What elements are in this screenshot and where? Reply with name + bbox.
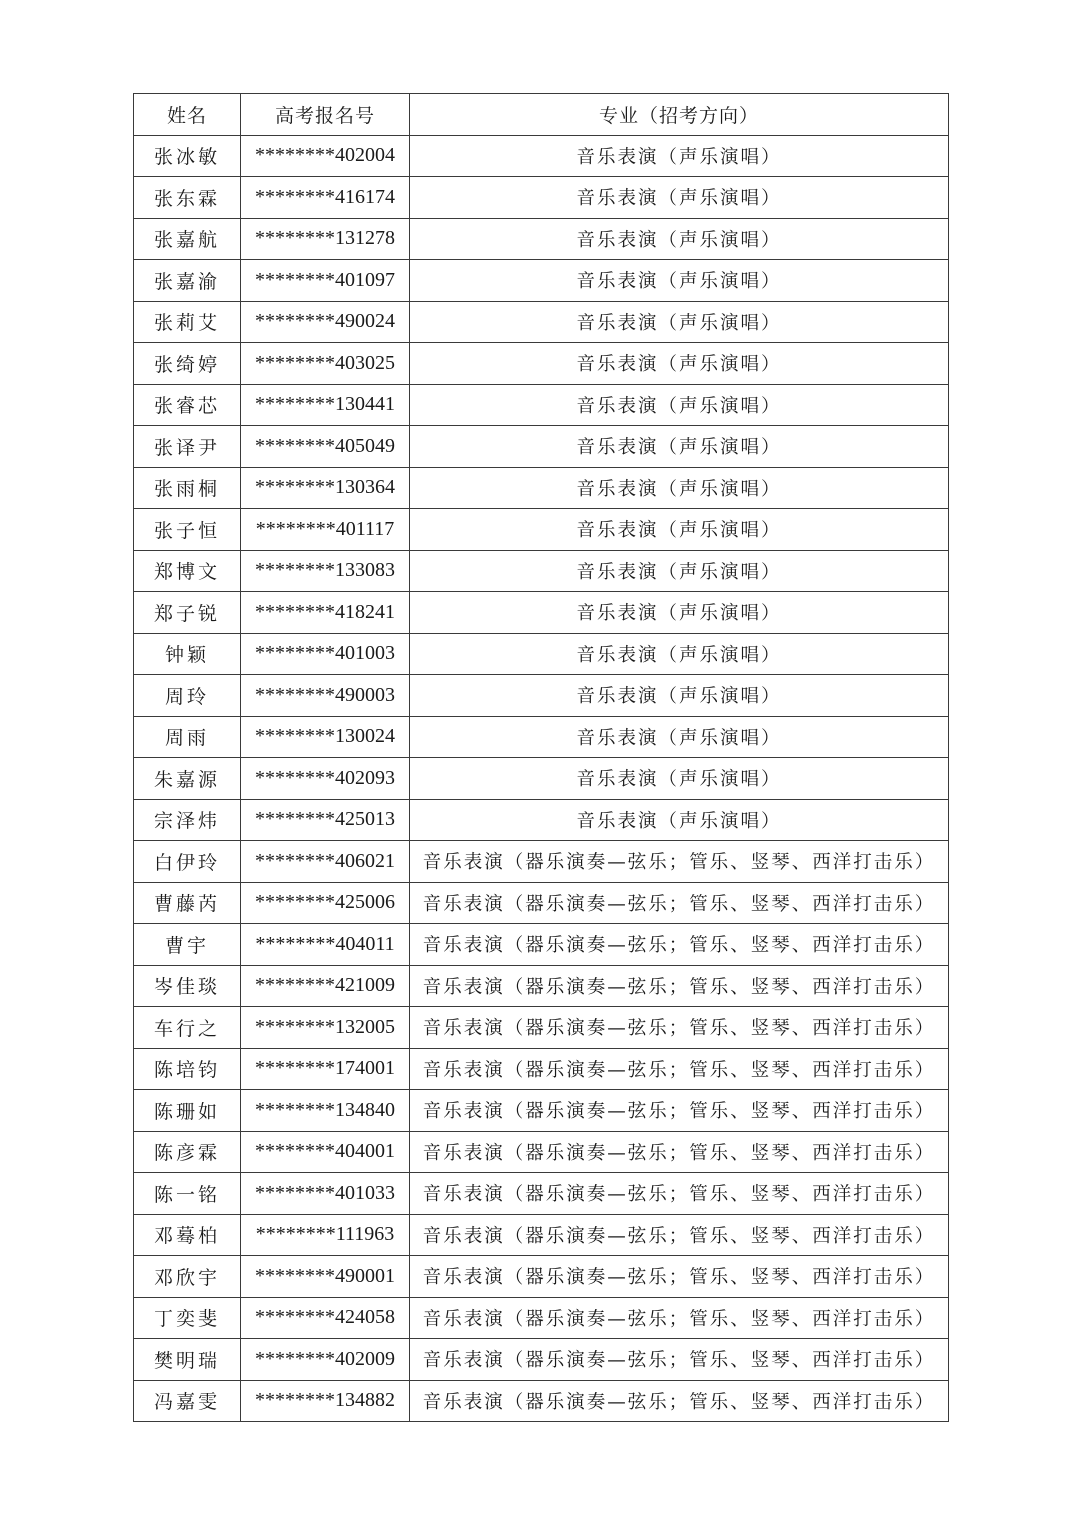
exam-id-cell: ********401003 — [241, 633, 410, 675]
table-row — [134, 965, 949, 1007]
student-name-cell: 张雨桐 — [134, 467, 241, 509]
major-cell: 音乐表演（器乐演奏—弦乐；管乐、竖琴、西洋打击乐） — [410, 965, 949, 1007]
exam-id-cell: ********418241 — [241, 592, 410, 634]
student-name-cell: 钟颖 — [134, 633, 241, 675]
student-name-cell: 丁奕斐 — [134, 1297, 241, 1339]
major-cell: 音乐表演（器乐演奏—弦乐；管乐、竖琴、西洋打击乐） — [410, 1297, 949, 1339]
student-name-cell: 张冰敏 — [134, 135, 241, 177]
student-name-cell: 张嘉航 — [134, 218, 241, 260]
exam-id-cell: ********401117 — [241, 509, 410, 551]
major-cell: 音乐表演（声乐演唱） — [410, 633, 949, 675]
major-cell: 音乐表演（声乐演唱） — [410, 384, 949, 426]
exam-id-cell: ********174001 — [241, 1048, 410, 1090]
major-cell: 音乐表演（声乐演唱） — [410, 509, 949, 551]
major-cell: 音乐表演（声乐演唱） — [410, 426, 949, 468]
table-row — [134, 1380, 949, 1422]
table-row — [134, 675, 949, 717]
major-cell: 音乐表演（声乐演唱） — [410, 467, 949, 509]
exam-id-cell: ********131278 — [241, 218, 410, 260]
exam-id-cell: ********490024 — [241, 301, 410, 343]
exam-id-cell: ********421009 — [241, 965, 410, 1007]
table-row — [134, 592, 949, 634]
student-name-cell: 张睿芯 — [134, 384, 241, 426]
student-name-cell: 陈培钧 — [134, 1048, 241, 1090]
major-cell: 音乐表演（器乐演奏—弦乐；管乐、竖琴、西洋打击乐） — [410, 1339, 949, 1381]
student-name-cell: 曹宇 — [134, 924, 241, 966]
exam-id-cell: ********402009 — [241, 1339, 410, 1381]
table-row — [134, 1090, 949, 1132]
major-cell: 音乐表演（器乐演奏—弦乐；管乐、竖琴、西洋打击乐） — [410, 1256, 949, 1298]
exam-id-cell: ********134840 — [241, 1090, 410, 1132]
table-row — [134, 135, 949, 177]
exam-id-cell: ********424058 — [241, 1297, 410, 1339]
major-cell: 音乐表演（器乐演奏—弦乐；管乐、竖琴、西洋打击乐） — [410, 1173, 949, 1215]
exam-id-cell: ********134882 — [241, 1380, 410, 1422]
table-row — [134, 1339, 949, 1381]
major-cell: 音乐表演（声乐演唱） — [410, 343, 949, 385]
student-name-cell: 张莉艾 — [134, 301, 241, 343]
table-body — [134, 135, 949, 1422]
student-name-cell: 张绮婷 — [134, 343, 241, 385]
student-name-cell: 周雨 — [134, 716, 241, 758]
student-name-cell: 张东霖 — [134, 177, 241, 219]
admission-list-sheet — [133, 93, 948, 1422]
major-cell: 音乐表演（声乐演唱） — [410, 260, 949, 302]
major-cell: 音乐表演（声乐演唱） — [410, 218, 949, 260]
student-name-cell: 邓蓦柏 — [134, 1214, 241, 1256]
table-row — [134, 426, 949, 468]
major-cell: 音乐表演（器乐演奏—弦乐；管乐、竖琴、西洋打击乐） — [410, 1007, 949, 1049]
table-row — [134, 758, 949, 800]
table-row — [134, 633, 949, 675]
major-cell: 音乐表演（器乐演奏—弦乐；管乐、竖琴、西洋打击乐） — [410, 1380, 949, 1422]
exam-id-cell: ********490001 — [241, 1256, 410, 1298]
exam-id-cell: ********132005 — [241, 1007, 410, 1049]
major-cell: 音乐表演（声乐演唱） — [410, 135, 949, 177]
student-name-cell: 朱嘉源 — [134, 758, 241, 800]
exam-id-cell: ********133083 — [241, 550, 410, 592]
student-name-cell: 张译尹 — [134, 426, 241, 468]
table-row — [134, 1048, 949, 1090]
table-row — [134, 841, 949, 883]
major-cell: 音乐表演（声乐演唱） — [410, 716, 949, 758]
table-row — [134, 716, 949, 758]
student-name-cell: 白伊玲 — [134, 841, 241, 883]
table-row — [134, 799, 949, 841]
major-cell: 音乐表演（器乐演奏—弦乐；管乐、竖琴、西洋打击乐） — [410, 1048, 949, 1090]
student-name-cell: 岑佳琰 — [134, 965, 241, 1007]
exam-id-cell: ********402093 — [241, 758, 410, 800]
table-row — [134, 1173, 949, 1215]
table-header-row — [134, 94, 949, 136]
exam-id-cell: ********111963 — [241, 1214, 410, 1256]
exam-id-cell: ********404001 — [241, 1131, 410, 1173]
table-row — [134, 1214, 949, 1256]
student-name-cell: 曹藤芮 — [134, 882, 241, 924]
major-cell: 音乐表演（声乐演唱） — [410, 301, 949, 343]
exam-id-cell: ********130441 — [241, 384, 410, 426]
major-cell: 音乐表演（器乐演奏—弦乐；管乐、竖琴、西洋打击乐） — [410, 1214, 949, 1256]
header-name: 姓名 — [134, 94, 241, 136]
student-name-cell: 宗泽炜 — [134, 799, 241, 841]
student-name-cell: 陈一铭 — [134, 1173, 241, 1215]
major-cell: 音乐表演（声乐演唱） — [410, 592, 949, 634]
header-major: 专业（招考方向） — [410, 94, 949, 136]
header-exam-id: 高考报名号 — [241, 94, 410, 136]
table-row — [134, 882, 949, 924]
admission-table — [133, 93, 949, 1422]
table-row — [134, 177, 949, 219]
student-name-cell: 陈珊如 — [134, 1090, 241, 1132]
student-name-cell: 陈彦霖 — [134, 1131, 241, 1173]
table-row — [134, 1131, 949, 1173]
student-name-cell: 张子恒 — [134, 509, 241, 551]
exam-id-cell: ********425006 — [241, 882, 410, 924]
student-name-cell: 冯嘉雯 — [134, 1380, 241, 1422]
major-cell: 音乐表演（器乐演奏—弦乐；管乐、竖琴、西洋打击乐） — [410, 1131, 949, 1173]
table-row — [134, 509, 949, 551]
exam-id-cell: ********130364 — [241, 467, 410, 509]
major-cell: 音乐表演（声乐演唱） — [410, 550, 949, 592]
major-cell: 音乐表演（声乐演唱） — [410, 758, 949, 800]
student-name-cell: 樊明瑞 — [134, 1339, 241, 1381]
table-row — [134, 1256, 949, 1298]
exam-id-cell: ********403025 — [241, 343, 410, 385]
table-row — [134, 384, 949, 426]
major-cell: 音乐表演（声乐演唱） — [410, 177, 949, 219]
exam-id-cell: ********490003 — [241, 675, 410, 717]
student-name-cell: 邓欣宇 — [134, 1256, 241, 1298]
exam-id-cell: ********416174 — [241, 177, 410, 219]
major-cell: 音乐表演（声乐演唱） — [410, 675, 949, 717]
table-row — [134, 218, 949, 260]
student-name-cell: 郑博文 — [134, 550, 241, 592]
table-row — [134, 301, 949, 343]
table-row — [134, 1297, 949, 1339]
exam-id-cell: ********401097 — [241, 260, 410, 302]
exam-id-cell: ********425013 — [241, 799, 410, 841]
table-row — [134, 343, 949, 385]
table-row — [134, 467, 949, 509]
major-cell: 音乐表演（器乐演奏—弦乐；管乐、竖琴、西洋打击乐） — [410, 924, 949, 966]
major-cell: 音乐表演（器乐演奏—弦乐；管乐、竖琴、西洋打击乐） — [410, 841, 949, 883]
exam-id-cell: ********406021 — [241, 841, 410, 883]
student-name-cell: 张嘉渝 — [134, 260, 241, 302]
student-name-cell: 车行之 — [134, 1007, 241, 1049]
student-name-cell: 郑子锐 — [134, 592, 241, 634]
exam-id-cell: ********404011 — [241, 924, 410, 966]
table-row — [134, 260, 949, 302]
table-row — [134, 1007, 949, 1049]
exam-id-cell: ********401033 — [241, 1173, 410, 1215]
exam-id-cell: ********405049 — [241, 426, 410, 468]
exam-id-cell: ********402004 — [241, 135, 410, 177]
major-cell: 音乐表演（声乐演唱） — [410, 799, 949, 841]
table-row — [134, 550, 949, 592]
student-name-cell: 周玲 — [134, 675, 241, 717]
major-cell: 音乐表演（器乐演奏—弦乐；管乐、竖琴、西洋打击乐） — [410, 1090, 949, 1132]
exam-id-cell: ********130024 — [241, 716, 410, 758]
major-cell: 音乐表演（器乐演奏—弦乐；管乐、竖琴、西洋打击乐） — [410, 882, 949, 924]
table-row — [134, 924, 949, 966]
